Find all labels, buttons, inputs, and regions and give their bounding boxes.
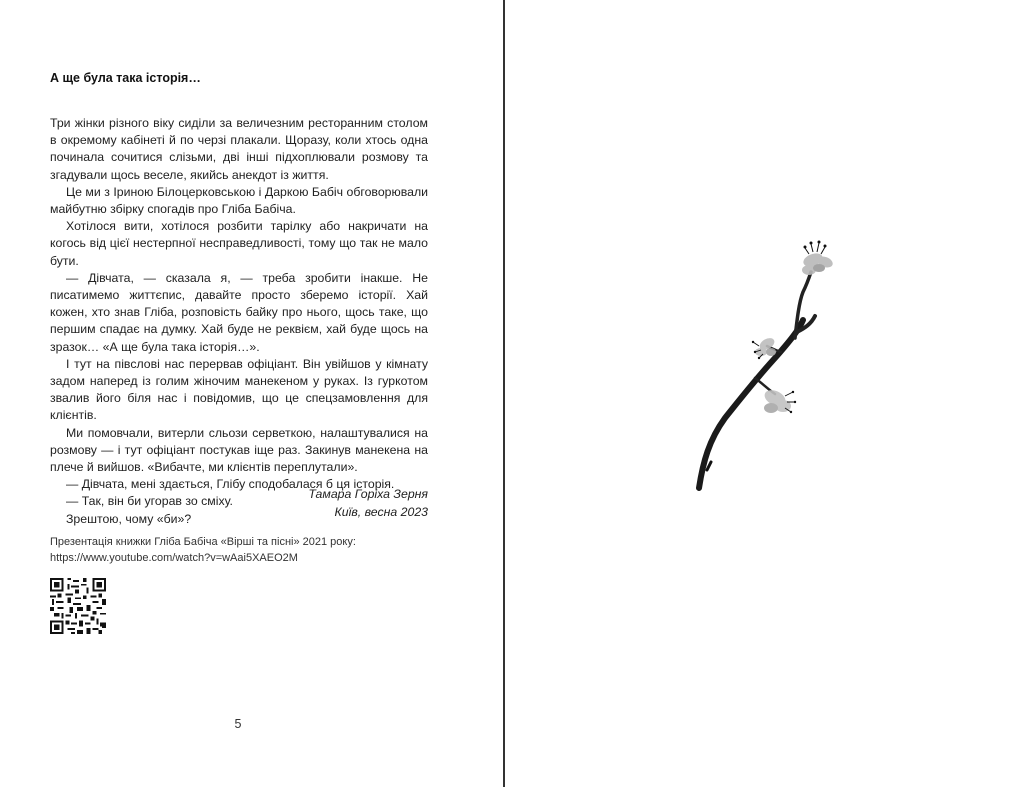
paragraph: Хотілося вити, хотілося розбити тарілку або накричати на когось від цієї нестерпної несправедливості, тому що так не мало бути. xyxy=(50,219,428,268)
story-text xyxy=(50,115,428,528)
paragraph: Ми помовчали, витерли сльози серветкою, налаштувалися на розмову — і тут офіціант постукав іще раз. Закинув манекена на плече й вийшов. «Вибачте, ми клієнтів переплутали». xyxy=(50,425,428,475)
paragraph: Три жінки різного віку сиділи за величезним ресторанним столом в окремому кабінеті й по черзі плакали. Щоразу, коли хтось одна починала сочитися слізьми, дві інші підхоплювали розмову та згадували щось веселе, якийсь анекдот із життя. xyxy=(50,116,428,182)
left-page xyxy=(0,0,503,787)
right-page xyxy=(505,0,1010,787)
signature-author: Тамара Горіха Зерня xyxy=(308,487,428,501)
paragraph: — Дівчата, — сказала я, — треба зробити інакше. Не писатимемо життєпис, давайте просто зберемо історії. Хай кожен, хто знав Гліба, розповість байку про нього, щось таке, що першим спадає на думку. Хай буде не реквієм, хай буде щось на зразок… «А ще була така історія…». xyxy=(50,270,428,354)
paragraph: — Так, він би угорав зо сміху. xyxy=(66,494,233,509)
footnote-url[interactable]: https://www.youtube.com/watch?v=wAai5XAEO2M xyxy=(50,552,298,564)
qr-code-icon[interactable] xyxy=(50,578,106,634)
paragraph: Зрештою, чому «би»? xyxy=(66,511,192,526)
footnote xyxy=(50,534,356,566)
paragraph: — Дівчата, мені здається, Глібу сподобалася б ця історія. xyxy=(66,477,395,492)
blossom-branch-icon xyxy=(685,230,845,495)
page-number: 5 xyxy=(234,717,242,731)
signature-place-date: Київ, весна 2023 xyxy=(334,504,428,519)
footnote-text: Презентація книжки Гліба Бабіча «Вірші та пісні» 2021 року: xyxy=(50,536,356,548)
section-heading: А ще була така історія… xyxy=(50,71,201,85)
paragraph: І тут на півслові нас перервав офіціант. Він увійшов у кімнату задом наперед із голим жіночим манекеном у руках. Із гуркотом звалив його біля нас і повідомив, що це спецзамовлення для клієнтів. xyxy=(50,356,428,423)
paragraph: Це ми з Іриною Білоцерковською і Даркою Бабіч обговорювали майбутню збірку спогадів про Гліба Бабіча. xyxy=(50,184,428,217)
signature xyxy=(308,486,428,521)
